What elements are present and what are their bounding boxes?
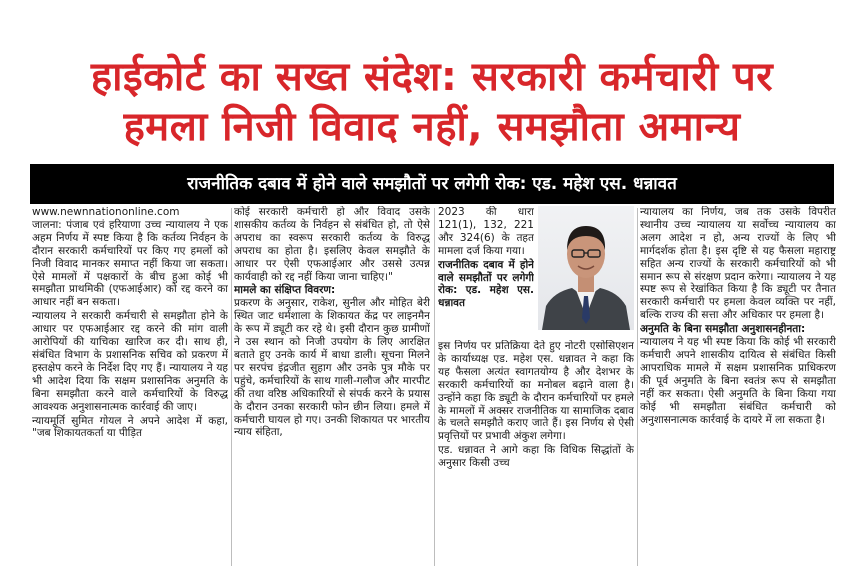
paragraph: न्यायालय का निर्णय, जब तक उसके विपरीत स्थानीय उच्च न्यायालय या सर्वोच्च न्यायालय का अलग आदेश न हो, अन्य राज्यों के लिए भी मार्गदर्शक होता है। इस दृष्टि से यह फैसला महाराष्ट्र सहित अन्य राज्यों के सरकारी कर्मचारियों को भी समान रूप से संरक्षण प्रदान करेगा। न्यायालय ने यह स्पष्ट रूप से रेखांकित किया है कि ड्यूटी पर तैनात सरकारी कर्मचारी पर हमला केवल व्यक्ति पर नहीं, बल्कि राज्य की सत्ता और अधिकार पर हमला है। [640, 206, 836, 322]
article-column-3-top [438, 206, 534, 330]
paragraph: न्यायालय ने सरकारी कर्मचारी से समझौता होने के आधार पर एफआईआर रद्द करने की मांग वाली आरोपियों की याचिका खारिज कर दी। साथ ही, संबंधित विभाग के प्रशासनिक सचिव को प्रकरण में हस्तक्षेप करने के निर्देश दिए गए हैं। न्यायालय ने यह भी आदेश दिया कि सक्षम प्रशासनिक अनुमति के बिना समझौता करने वाले कर्मचारियों के विरुद्ध आवश्यक अनुशासनात्मक कार्रवाई की जाए। [32, 310, 228, 413]
headline-line-1: हाईकोर्ट का सख्त संदेश: सरकारी कर्मचारी पर [90, 54, 774, 100]
portrait-photo-icon [538, 206, 634, 330]
section-subheading: मामले का संक्षिप्त विवरण: [234, 284, 336, 297]
article-column-3-bottom [438, 340, 634, 570]
paragraph: जालना: पंजाब एवं हरियाणा उच्च न्यायालय ने एक अहम निर्णय में स्पष्ट किया है कि कर्तव्य निर्वहन के दौरान सरकारी कर्मचारियों पर किए गए हमलों को निजी विवाद मानकर समाप्त नहीं किया जा सकता। ऐसे मामलों में पक्षकारों के बीच हुआ कोई भी समझौता प्राथमिकी (एफआईआर) को रद्द करने का आधार नहीं बन सकता। [32, 218, 228, 309]
paragraph: कोई सरकारी कर्मचारी हो और विवाद उसके शासकीय कर्तव्य के निर्वहन से संबंधित हो, तो ऐसे अपराध का स्वरूप सरकारी कर्तव्य के विरुद्ध अपराध का होता है। इसलिए केवल समझौते के आधार पर ऐसी एफआईआर और उससे उत्पन्न कार्यवाही को रद्द नहीं किया जाना चाहिए।" [234, 206, 430, 283]
paragraph: एड. धन्नावत ने आगे कहा कि विधिक सिद्धांतों के अनुसार किसी उच्च [438, 444, 634, 470]
paragraph: न्यायालय ने यह भी स्पष्ट किया कि कोई भी सरकारी कर्मचारी अपने शासकीय दायित्व से संबंधित किसी आपराधिक मामले में सक्षम प्रशासनिक प्राधिकरण की पूर्व अनुमति के बिना स्वतंत्र रूप से समझौता नहीं कर सकता। ऐसी अनुमति के बिना किया गया कोई भी समझौता संबंधित कर्मचारी को अनुशासनात्मक कार्रवाई के दायरे में ला सकता है। [640, 336, 836, 426]
headline-line-2: हमला निजी विवाद नहीं, समझौता अमान्य [123, 104, 741, 150]
paragraph: न्यायमूर्ति सुमित गोयल ने अपने आदेश में कहा, "जब शिकायतकर्ता या पीड़ित [32, 414, 228, 440]
subheadline-bar: राजनीतिक दबाव में होने वाले समझौतों पर लगेगी रोक: एड. महेश एस. धन्नावत [30, 164, 834, 204]
website-url: www.newnnationonline.com [32, 206, 180, 218]
article-column-4 [640, 206, 836, 570]
paragraph: 2023 की धारा 121(1), 132, 221 और 324(6) के तहत मामला दर्ज किया गया। [438, 206, 534, 257]
column-divider [231, 208, 232, 566]
paragraph: प्रकरण के अनुसार, राकेश, सुनील और मोहित बेरी स्थित जाट धर्मशाला के शिकायत केंद्र पर लाइनमैन के रूप में ड्यूटी कर रहे थे। इसी दौरान कुछ ग्रामीणों ने उस स्थान को निजी उपयोग के लिए आरक्षित बताते हुए उनके कार्य में बाधा डाली। सूचना मिलने पर सरपंच इंद्रजीत सुहाग और उनके पुत्र मौके पर पहुंचे, कर्मचारियों के साथ गाली-गलौज और मारपीट की तथा वरिष्ठ अधिकारियों से संपर्क करने के प्रयास के दौरान उनका सरकारी फोन छीन लिया। हमले में कर्मचारी घायल हो गए। उनकी शिकायत पर भारतीय न्याय संहिता, [234, 297, 430, 439]
section-subheading: अनुमति के बिना समझौता अनुशासनहीनता: [640, 323, 806, 336]
section-subheading: राजनीतिक दबाव में होने वाले समझौतों पर लगेगी रोक: एड. महेश एस. धन्नावत [438, 258, 534, 310]
column-divider [637, 208, 638, 566]
paragraph: इस निर्णय पर प्रतिक्रिया देते हुए नोटरी एसोसिएशन के कार्याध्यक्ष एड. महेश एस. धन्नावत ने कहा कि यह फैसला अत्यंत स्वागतयोग्य है और देशभर के सरकारी कर्मचारियों का मनोबल बढ़ाने वाला है। उन्होंने कहा कि ड्यूटी के दौरान कर्मचारियों पर हमले के मामलों में अक्सर राजनीतिक या सामाजिक दबाव के चलते समझौते कराए जाते हैं। इस निर्णय से ऐसी प्रवृत्तियों पर प्रभावी अंकुश लगेगा। [438, 340, 634, 443]
article-column-1 [32, 206, 228, 570]
column-divider [434, 208, 435, 566]
article-column-2 [234, 206, 430, 570]
